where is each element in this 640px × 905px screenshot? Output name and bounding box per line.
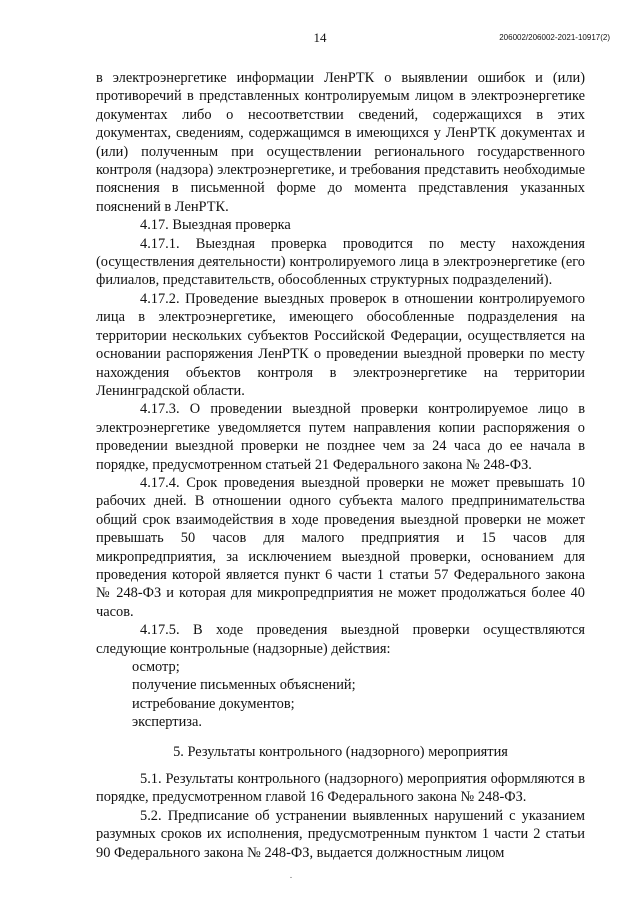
paragraph-5-1: 5.1. Результаты контрольного (надзорного) мероприятия оформляются в порядке, предусмотренном главой 16 Федерального закона № 248-ФЗ. [96,771,585,806]
document-code: 206002/206002-2021-10917(2) [499,33,610,42]
paragraph-4-17-3: 4.17.3. О проведении выездной проверки контролируемое лицо в электроэнергетике уведомляется путем направления копии распоряжения о проведении выездной проверки не позднее чем за 24 часа до ее начала в порядке, предусмотренном статьей 21 Федерального закона № 248-ФЗ. [96,401,585,473]
paragraph-4-17-4: 4.17.4. Срок проведения выездной проверки не может превышать 10 рабочих дней. В отношении одного субъекта малого предпринимательства общий срок взаимодействия в ходе проведения выездной проверки не может превышать 50 часов для малого предприятия и 15 часов для микропредприятия, за исключением выездной проверки, основанием для проведения которой является пункт 6 части 1 статьи 57 Федерального закона № 248-ФЗ и которая для микропредприятия не может продолжаться более 40 часов. [96,474,585,620]
section-heading-5: 5. Результаты контрольного (надзорного) мероприятия [173,743,508,760]
list-item: экспертиза. [132,714,202,731]
list-item: истребование документов; [132,695,295,712]
footer-mark: . [289,870,293,880]
list-item: осмотр; [132,659,180,675]
paragraph-4-17-2: 4.17.2. Проведение выездных проверок в отношении контролируемого лица в электроэнергетике, имеющего обособленные подразделения на территории нескольких субъектов Российской Федерации, осуществляется на основании распоряжения ЛенРТК о проведении выездной проверки по месту нахождения объектов контроля в электроэнергетике на территории Ленинградской области. [96,290,585,399]
page-number: 14 [313,30,327,45]
paragraph-4-17-1: 4.17.1. Выездная проверка проводится по месту нахождения (осуществления деятельности) контролируемого лица в электроэнергетике (его филиалов, представительств, обособленных структурных подразделений). [96,235,585,289]
paragraph-5-2: 5.2. Предписание об устранении выявленных нарушений с указанием разумных сроков их исполнения, предусмотренным пунктом 1 части 2 статьи 90 Федерального закона № 248-ФЗ, выдается должностным лицом [96,807,585,861]
list-item: получение письменных объяснений; [132,677,356,694]
paragraph-continuation: в электроэнергетике информации ЛенРТК о выявлении ошибок и (или) противоречий в представленных контролируемым лицом в электроэнергетике документах либо о несоответствии сведений, содержащихся в этих документах, сведениям, содержащимся в имеющихся у ЛенРТК документах и (или) полученным при осуществлении регионального государственного контроля (надзора) электроэнергетике, и требования представить необходимые пояснения в письменной форме до момента представления указанных пояснений в ЛенРТК. [96,70,585,215]
paragraph-4-17-5: 4.17.5. В ходе проведения выездной проверки осуществляются следующие контрольные (надзорные) действия: [96,622,585,657]
document-body [96,69,585,862]
subsection-heading-4-17: 4.17. Выездная проверка [140,217,291,234]
